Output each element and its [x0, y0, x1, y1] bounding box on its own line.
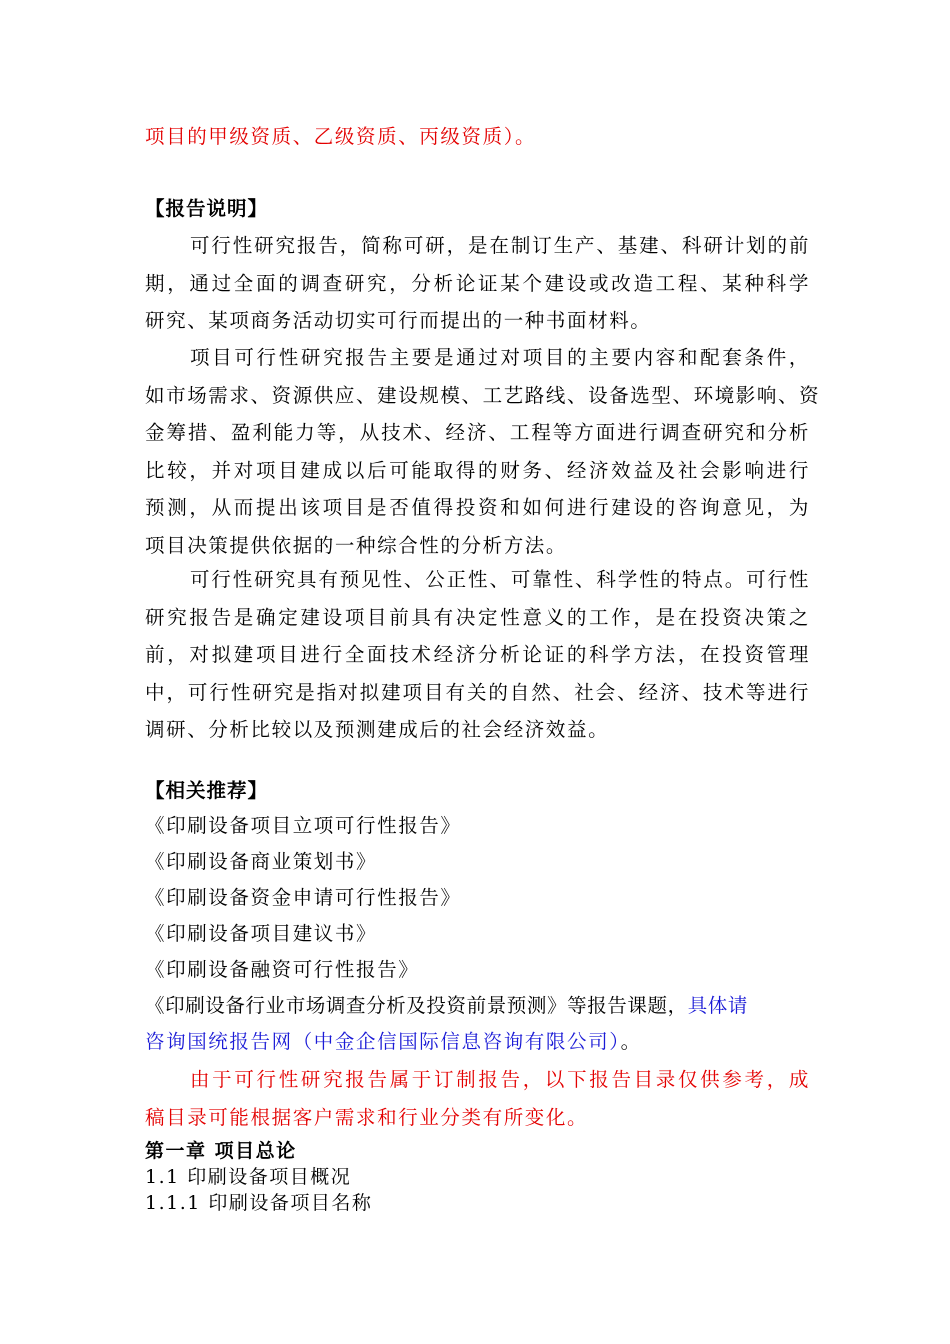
report-note-para1: [145, 227, 810, 340]
notice: [145, 1061, 810, 1136]
toc-section: 1.1 印刷设备项目概况: [145, 1166, 352, 1188]
related-item[interactable]: 《印刷设备项目建议书》: [145, 922, 378, 945]
para-line: 调研、分析比较以及预测建成后的社会经济效益。: [145, 718, 610, 741]
intro-tail: 项目的甲级资质、乙级资质、丙级资质）。: [145, 125, 537, 148]
related-item[interactable]: 《印刷设备商业策划书》: [145, 850, 378, 873]
para-line: 研究报告是确定建设项目前具有决定性意义的工作，是在投资决策之: [145, 605, 810, 629]
notice-line: 由于可行性研究报告属于订制报告，以下报告目录仅供参考，成: [190, 1068, 810, 1091]
related-item-last: [145, 988, 810, 1024]
para-line: 项目决策提供依据的一种综合性的分析方法。: [145, 533, 568, 557]
para-line: 如市场需求、资源供应、建设规模、工艺路线、设备选型、环境影响、资: [145, 383, 821, 407]
report-note-heading: 【报告说明】: [145, 197, 269, 220]
contact-link-start[interactable]: 具体请: [687, 994, 749, 1017]
para-line: 可行性研究报告，简称可研，是在制订生产、基建、科研计划的前: [190, 234, 810, 257]
para-line: 前，对拟建项目进行全面技术经济分析论证的科学方法，在投资管理: [145, 643, 810, 666]
contact-line: [145, 1024, 810, 1060]
contact-link[interactable]: 咨询国统报告网（中金企信国际信息咨询有限公司）: [145, 1030, 621, 1053]
related-item[interactable]: 《印刷设备融资可行性报告》: [145, 958, 420, 981]
para-line: 期，通过全面的调查研究，分析论证某个建设或改造工程、某种科学: [145, 271, 810, 295]
toc-chapter: 第一章 项目总论: [145, 1140, 297, 1162]
related-list: [145, 808, 810, 1060]
related-item[interactable]: 《印刷设备资金申请可行性报告》: [145, 886, 462, 909]
notice-line: 稿目录可能根据客户需求和行业分类有所变化。: [145, 1105, 589, 1129]
report-note-para2: [145, 339, 821, 564]
related-item-text[interactable]: 《印刷设备行业市场调查分析及投资前景预测》等报告课题，: [145, 994, 688, 1017]
para-line: 预测，从而提出该项目是否值得投资和如何进行建设的咨询意见，为: [145, 496, 810, 519]
para-line: 金筹措、盈利能力等，从技术、经济、工程等方面进行调查研究和分析: [145, 421, 810, 444]
report-note-para3: [145, 561, 810, 749]
para-line: 中，可行性研究是指对拟建项目有关的自然、社会、经济、技术等进行: [145, 680, 810, 704]
para-line: 可行性研究具有预见性、公正性、可靠性、科学性的特点。可行性: [190, 568, 810, 591]
contact-end: 。: [620, 1030, 642, 1053]
para-line: 研究、某项商务活动切实可行而提出的一种书面材料。: [145, 309, 652, 332]
toc: [145, 1138, 810, 1216]
toc-subsection: 1.1.1 印刷设备项目名称: [145, 1192, 373, 1214]
related-heading: 【相关推荐】: [145, 779, 269, 802]
para-line: 项目可行性研究报告主要是通过对项目的主要内容和配套条件，: [190, 346, 810, 369]
related-item[interactable]: 《印刷设备项目立项可行性报告》: [145, 814, 462, 837]
para-line: 比较，并对项目建成以后可能取得的财务、经济效益及社会影响进行: [145, 458, 810, 482]
